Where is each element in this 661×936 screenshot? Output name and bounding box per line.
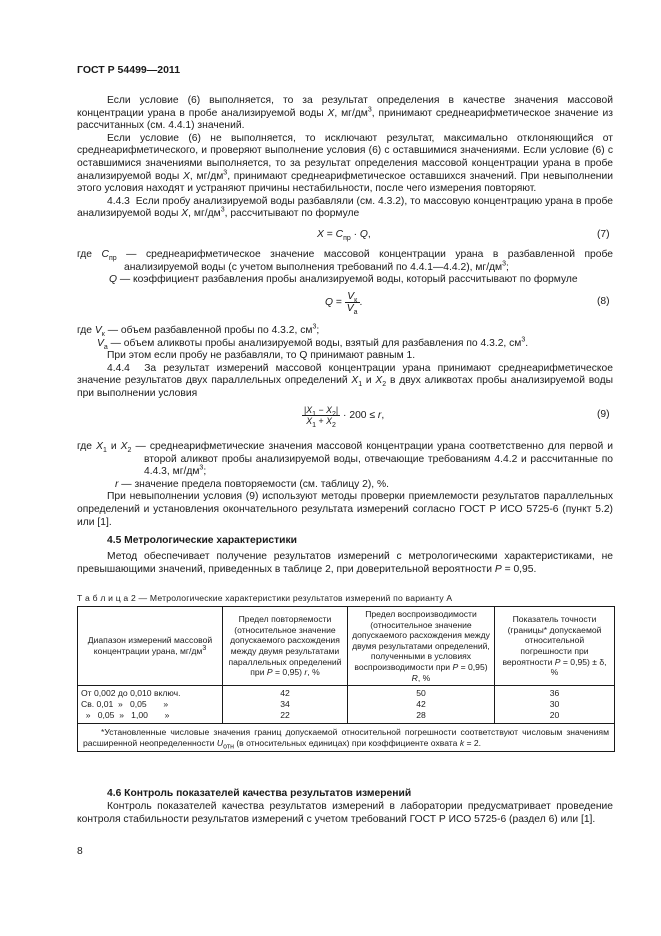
table-cell-delta: 36 30 20: [495, 686, 615, 724]
formula-7: $X = C_{пр} \cdot Q$,: [317, 229, 371, 243]
where-x1-x2: где $X_1$ и $X_2$ — среднеарифметические значения массовой концентрации урана соответственно для первой и второй аликвот пробы анализируемой воды, отвечающие требованиям 4.4.2 и рассчитанные по 4.4.3, $мг/дм^3$;: [77, 441, 613, 478]
formula-8: Q = $\frac{V_к}{V_а}$ .: [325, 291, 363, 317]
paragraph-metrology: Метод обеспечивает получение результатов измерений с метрологическими характеристиками, не превышающими значений, приведенных в таблице 2, при доверительной вероятности P = 0,95.: [77, 551, 613, 575]
text-block-4-5: [77, 551, 613, 576]
where-r: r — значение предела повторяемости (см. таблицу 2), %.: [115, 478, 390, 490]
fraction-x1-x2: $\frac{|X_1 - X_2|}{X_1 + X_2}$: [304, 405, 339, 429]
paragraph-not-diluted: При этом если пробу не разбавляли, то Q принимают равным 1.: [107, 350, 416, 362]
where-q: Q — коэффициент разбавления пробы анализируемой воды, который рассчитывают по формуле: [109, 274, 578, 286]
table-cell-R: 50 42 28: [348, 686, 495, 724]
paragraph-condition-6-met: Если условие (6) выполняется, то за результат определения в качестве значения массовой концентрации урана в пробе анализируемой воды X, $мг/дм^3$, принимают среднеарифметическое значение из рассчитанных (см. 4.4.1) значений.: [77, 95, 614, 132]
text-block-4-6: [77, 801, 613, 826]
paragraph-condition-9-not-met: При невыполнении условия (9) используют методы проверки приемлемости результатов параллельных определений и установления окончательного результата измерений согласно ГОСТ Р ИСО 5725-6 (пункт 5.2) или [1].: [77, 491, 613, 528]
table-header-reproducibility: Предел воспроизводимости (относительное значение допускаемого расхождения между двумя результатами определений, полученными в условиях воспроизводимости при P = 0,95) R, %: [348, 607, 495, 686]
where-block-1: [77, 249, 613, 287]
table-header-range: Диапазон измерений массовой концентрации урана, $мг/дм^3$: [78, 607, 223, 686]
document-header: ГОСТ Р 54499—2011: [77, 64, 181, 76]
paragraph-quality-control: Контроль показателей качества результатов измерений в лаборатории предусматривает проведение контроля стабильности результатов измерений с учетом требований ГОСТ Р ИСО 5725-6 (раздел 6) или [1].: [77, 801, 613, 825]
table-header-repeatability: Предел повторяемости (относительное значение допускаемого расхождения между двумя результатами параллельных определений при P = 0,95) r, %: [223, 607, 348, 686]
formula-9: $\frac{|X_1 - X_2|}{X_1 + X_2}$ · 200 ≤ r,: [304, 405, 385, 429]
where-block-3: [77, 441, 613, 529]
heading-4-6: 4.6 Контроль показателей качества результатов измерений: [107, 788, 412, 799]
table-header-accuracy: Показатель точности (границы* допускаемой относительной погрешности при вероятности P = 0,95) ± δ, %: [495, 607, 615, 686]
table-2-title: Т а б л и ц а 2 — Метрологические характеристики результатов измерений по варианту А: [77, 593, 453, 603]
fraction-vk-va: $\frac{V_к}{V_а}$: [346, 291, 358, 317]
table-2: [77, 606, 615, 752]
paragraph-4-4-4: 4.4.4 За результат измерений массовой концентрации урана принимают среднеарифметическое значение результатов двух параллельных определений $X_1$ и $X_2$ в двух аликвотах пробы анализируемой воды при выполнении условия: [77, 362, 613, 399]
paragraph-4-4-3: 4.4.3 Если пробу анализируемой воды разбавляли (см. 4.3.2), то массовую концентрацию урана в пробе анализируемой воды X, $мг/дм^3$, рассчитывают по формуле: [77, 195, 613, 220]
equation-number-8: (8): [597, 296, 610, 307]
where-block-2: [77, 325, 613, 401]
page-number: 8: [77, 846, 83, 857]
table-footnote: *Установленные числовые значения границ допускаемой относительной погрешности соответствуют числовым значениям расширенной неопределенности $U_{отн}$ (в относительных единицах) при коэффициенте охвата k = 2.: [78, 724, 615, 752]
heading-4-5: 4.5 Метрологические характеристики: [107, 535, 297, 546]
equation-number-7: (7): [597, 229, 610, 240]
equation-number-9: (9): [597, 409, 610, 420]
paragraph-condition-6-not-met: Если условие (6) не выполняется, то исключают результат, максимально отклоняющийся от среднеарифметического, и проверяют выполнение условия (6) с оставшимися значениями. Если условие (6) с оставшимися значениями выполняется, то за результат определения массовой концентрации урана в пробе анализируемой воды X, $мг/дм^3$, принимают среднеарифметическое оставшихся значений. При невыполнении этого условия находят и устраняют причины нестабильности, после чего измерения повторяют.: [77, 132, 613, 195]
table-cell-ranges: От 0,002 до 0,010 включ. Св. 0,01 » 0,05 » » 0,05 » 1,00 »: [78, 686, 223, 724]
where-vk: где $V_к$ — объем разбавленной пробы по 4.3.2, $см^3$;: [77, 323, 320, 339]
table-cell-r: 42 34 22: [223, 686, 348, 724]
text-block-1: [77, 95, 613, 221]
where-va: $V_а$ — объем аликвоты пробы анализируемой воды, взятый для разбавления по 4.3.2, $см^3$.: [97, 336, 529, 351]
where-cpr: где $C_{пр}$ — среднеарифметическое значение массовой концентрации урана в разбавленной пробе анализируемой воды (с учетом выполнения требований по 4.4.1—4.4.2), $мг/дм^3$;: [77, 249, 613, 273]
